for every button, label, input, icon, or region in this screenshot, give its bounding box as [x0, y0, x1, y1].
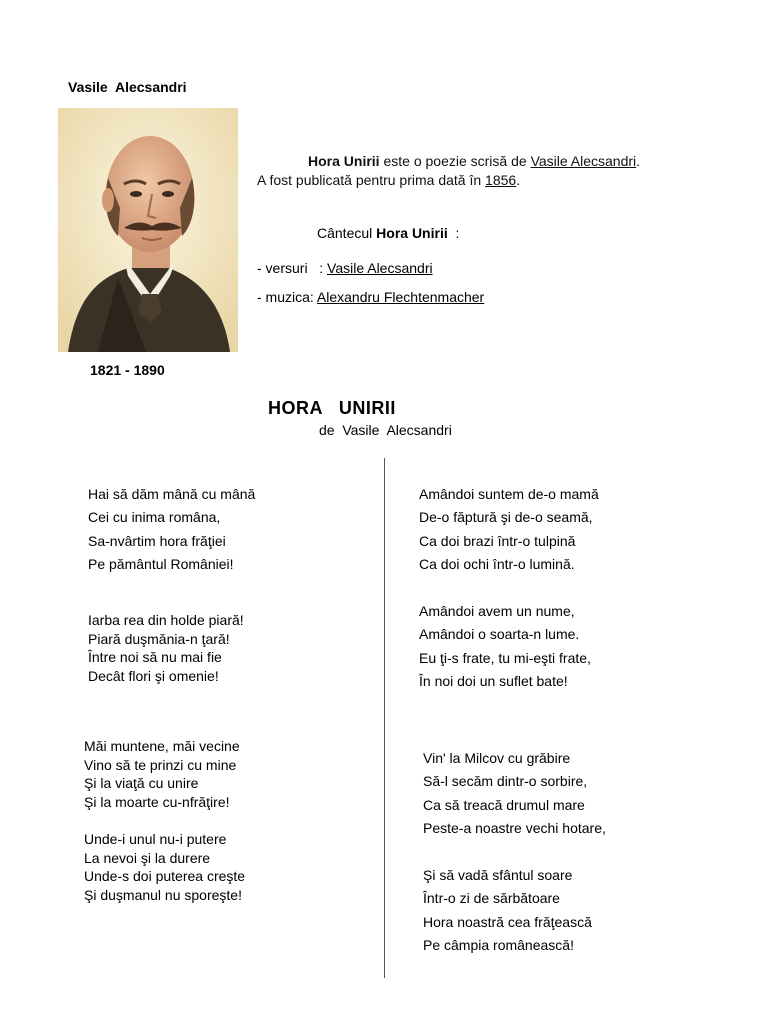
poem-title: HORA UNIRII	[268, 398, 396, 418]
verse-line: Amândoi avem un nume,	[419, 603, 575, 619]
intro-title: Hora Unirii	[308, 153, 380, 169]
stanza-right-2	[419, 600, 591, 693]
verse-line: Unde-s doi puterea creşte	[84, 868, 246, 884]
verse-line: Unde-i unul nu-i putere	[84, 831, 227, 847]
column-divider	[384, 458, 385, 978]
verse-line: Şi să vadă sfântul soare	[423, 867, 573, 883]
verse-line: Pe câmpia românească!	[423, 936, 574, 953]
verse-line: Măi muntene, măi vecine	[84, 738, 240, 754]
verse-line: La nevoi şi la durere	[84, 849, 211, 866]
verse-line: Sa-nvârtim hora frăţiei	[88, 532, 226, 549]
verse-line: Şi duşmanul nu sporeşte!	[84, 886, 242, 903]
verse-line: Vino să te prinzi cu mine	[84, 756, 237, 773]
song-title: Hora Unirii	[376, 225, 448, 241]
stanza-left-2	[88, 611, 244, 685]
stanza-right-4	[423, 864, 592, 957]
lyrics-credit	[257, 260, 433, 276]
song-heading	[317, 225, 459, 241]
intro-period: .	[636, 153, 641, 169]
verse-line: Între noi să nu mai fie	[88, 649, 222, 665]
stanza-left-3	[84, 737, 240, 811]
intro-period-2: .	[516, 172, 521, 188]
verse-line: Piară duşmănia-n ţară!	[88, 630, 230, 647]
verse-line: Eu ţi-s frate, tu mi-eşti frate,	[419, 649, 591, 666]
song-prefix: Cântecul	[317, 225, 377, 241]
verse-line: Vin' la Milcov cu grăbire	[423, 750, 571, 766]
lyrics-author-link[interactable]: Vasile Alecsandri	[327, 260, 433, 276]
song-suffix: :	[447, 225, 460, 241]
lyrics-label: - versuri :	[257, 260, 328, 276]
verse-line: De-o făptură şi de-o seamă,	[419, 509, 593, 526]
music-credit	[257, 289, 484, 305]
verse-line: Pe pământul României!	[88, 555, 234, 572]
verse-line: Ca doi brazi într-o tulpină	[419, 532, 576, 549]
verse-line: Şi la viaţă cu unire	[84, 775, 199, 791]
intro-line-1	[257, 152, 747, 171]
intro-line-2	[257, 171, 747, 190]
verse-line: Să-l secăm dintr-o sorbire,	[423, 773, 588, 790]
verse-line: Într-o zi de sărbătoare	[423, 890, 560, 907]
verse-line: În noi doi un suflet bate!	[419, 672, 568, 689]
verse-line: Amândoi o soarta-n lume.	[419, 626, 580, 643]
verse-line: Hai să dăm mână cu mână	[88, 486, 256, 502]
verse-line: Cei cu inima româna,	[88, 509, 221, 526]
intro-publish-text: A fost publicată pentru prima dată în	[257, 172, 486, 188]
verse-line: Peste-a noastre vechi hotare,	[423, 819, 606, 836]
stanza-left-1	[88, 483, 255, 576]
music-composer-link[interactable]: Alexandru Flechtenmacher	[316, 289, 485, 305]
verse-line: Ca doi ochi într-o lumină.	[419, 555, 575, 572]
verse-line: Hora noastră cea frăţească	[423, 913, 592, 930]
stanza-left-4	[84, 830, 245, 904]
verse-line: Decât flori şi omenie!	[88, 667, 219, 684]
stanza-right-1	[419, 483, 599, 576]
verse-line: Ca să treacă drumul mare	[423, 796, 585, 813]
poem-byline: de Vasile Alecsandri	[319, 422, 452, 438]
verse-line: Iarba rea din holde piară!	[88, 612, 244, 628]
music-label: - muzica:	[257, 289, 317, 305]
author-portrait	[58, 108, 238, 352]
verse-line: Amândoi suntem de-o mamă	[419, 486, 599, 502]
intro-author-link[interactable]: Vasile Alecsandri	[530, 153, 637, 169]
intro-text: este o poezie scrisă de	[379, 153, 531, 169]
intro-paragraph	[257, 152, 747, 190]
intro-year-link[interactable]: 1856	[485, 172, 517, 188]
author-name: Vasile Alecsandri	[68, 79, 187, 95]
verse-line: Şi la moarte cu-nfrăţire!	[84, 793, 230, 810]
stanza-right-3	[423, 747, 606, 840]
author-years: 1821 - 1890	[90, 362, 165, 378]
